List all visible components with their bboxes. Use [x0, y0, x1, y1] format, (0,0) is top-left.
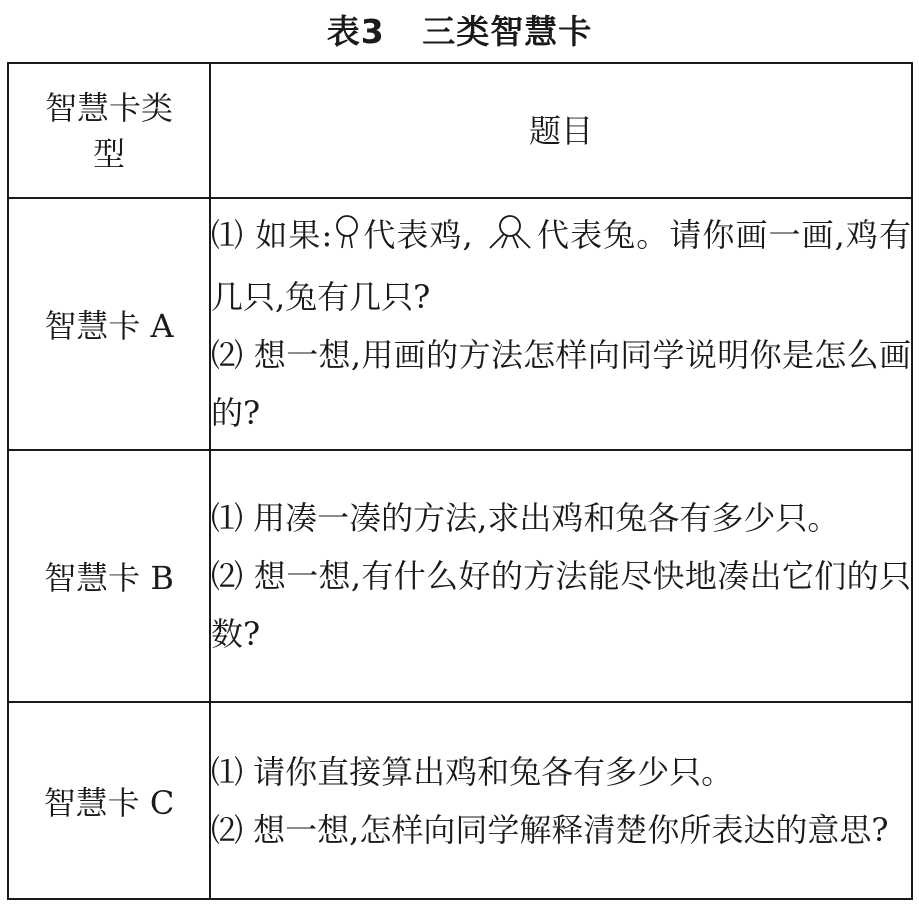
- card-questions-b: [210, 450, 912, 702]
- card-a-question-1: [211, 206, 911, 326]
- table-header-row: [8, 63, 912, 198]
- card-b-question-2: ⑵ 想一想,有什么好的方法能尽快地凑出它们的只数?: [211, 557, 911, 653]
- card-a-question-2: ⑵ 想一想,用画的方法怎样向同学说明你是怎么画的?: [211, 336, 911, 432]
- card-c-question-2: ⑵ 想一想,怎样向同学解释清楚你所表达的意思?: [211, 810, 889, 849]
- table-row-card-c: [8, 702, 912, 899]
- table-row-card-a: [8, 198, 912, 450]
- card-name-b: 智慧卡 B: [8, 450, 210, 702]
- rabbit-figure-icon: [484, 210, 536, 268]
- header-question: 题目: [210, 63, 912, 198]
- header-card-type: [8, 63, 210, 198]
- table-title: 表3 三类智慧卡: [326, 12, 593, 51]
- card-a-q1-mid: 代表鸡,: [362, 216, 473, 254]
- card-name-a: 智慧卡 A: [8, 198, 210, 450]
- card-questions-c: [210, 702, 912, 899]
- header-card-type-label: 智慧卡类型: [44, 88, 173, 173]
- chicken-figure-icon: [332, 210, 362, 268]
- table-row-card-b: [8, 450, 912, 702]
- card-a-q1-suffix: 代表兔。请你画一画,鸡有几只,兔有几只?: [211, 216, 911, 316]
- smart-card-table: [7, 62, 913, 900]
- card-b-question-1: ⑴ 用凑一凑的方法,求出鸡和兔各有多少只。: [211, 499, 840, 537]
- card-a-q1-prefix: ⑴ 如果:: [211, 216, 333, 254]
- card-questions-a: [210, 198, 912, 450]
- card-c-question-1: ⑴ 请你直接算出鸡和兔各有多少只。: [211, 752, 734, 791]
- card-name-c: 智慧卡 C: [8, 702, 210, 899]
